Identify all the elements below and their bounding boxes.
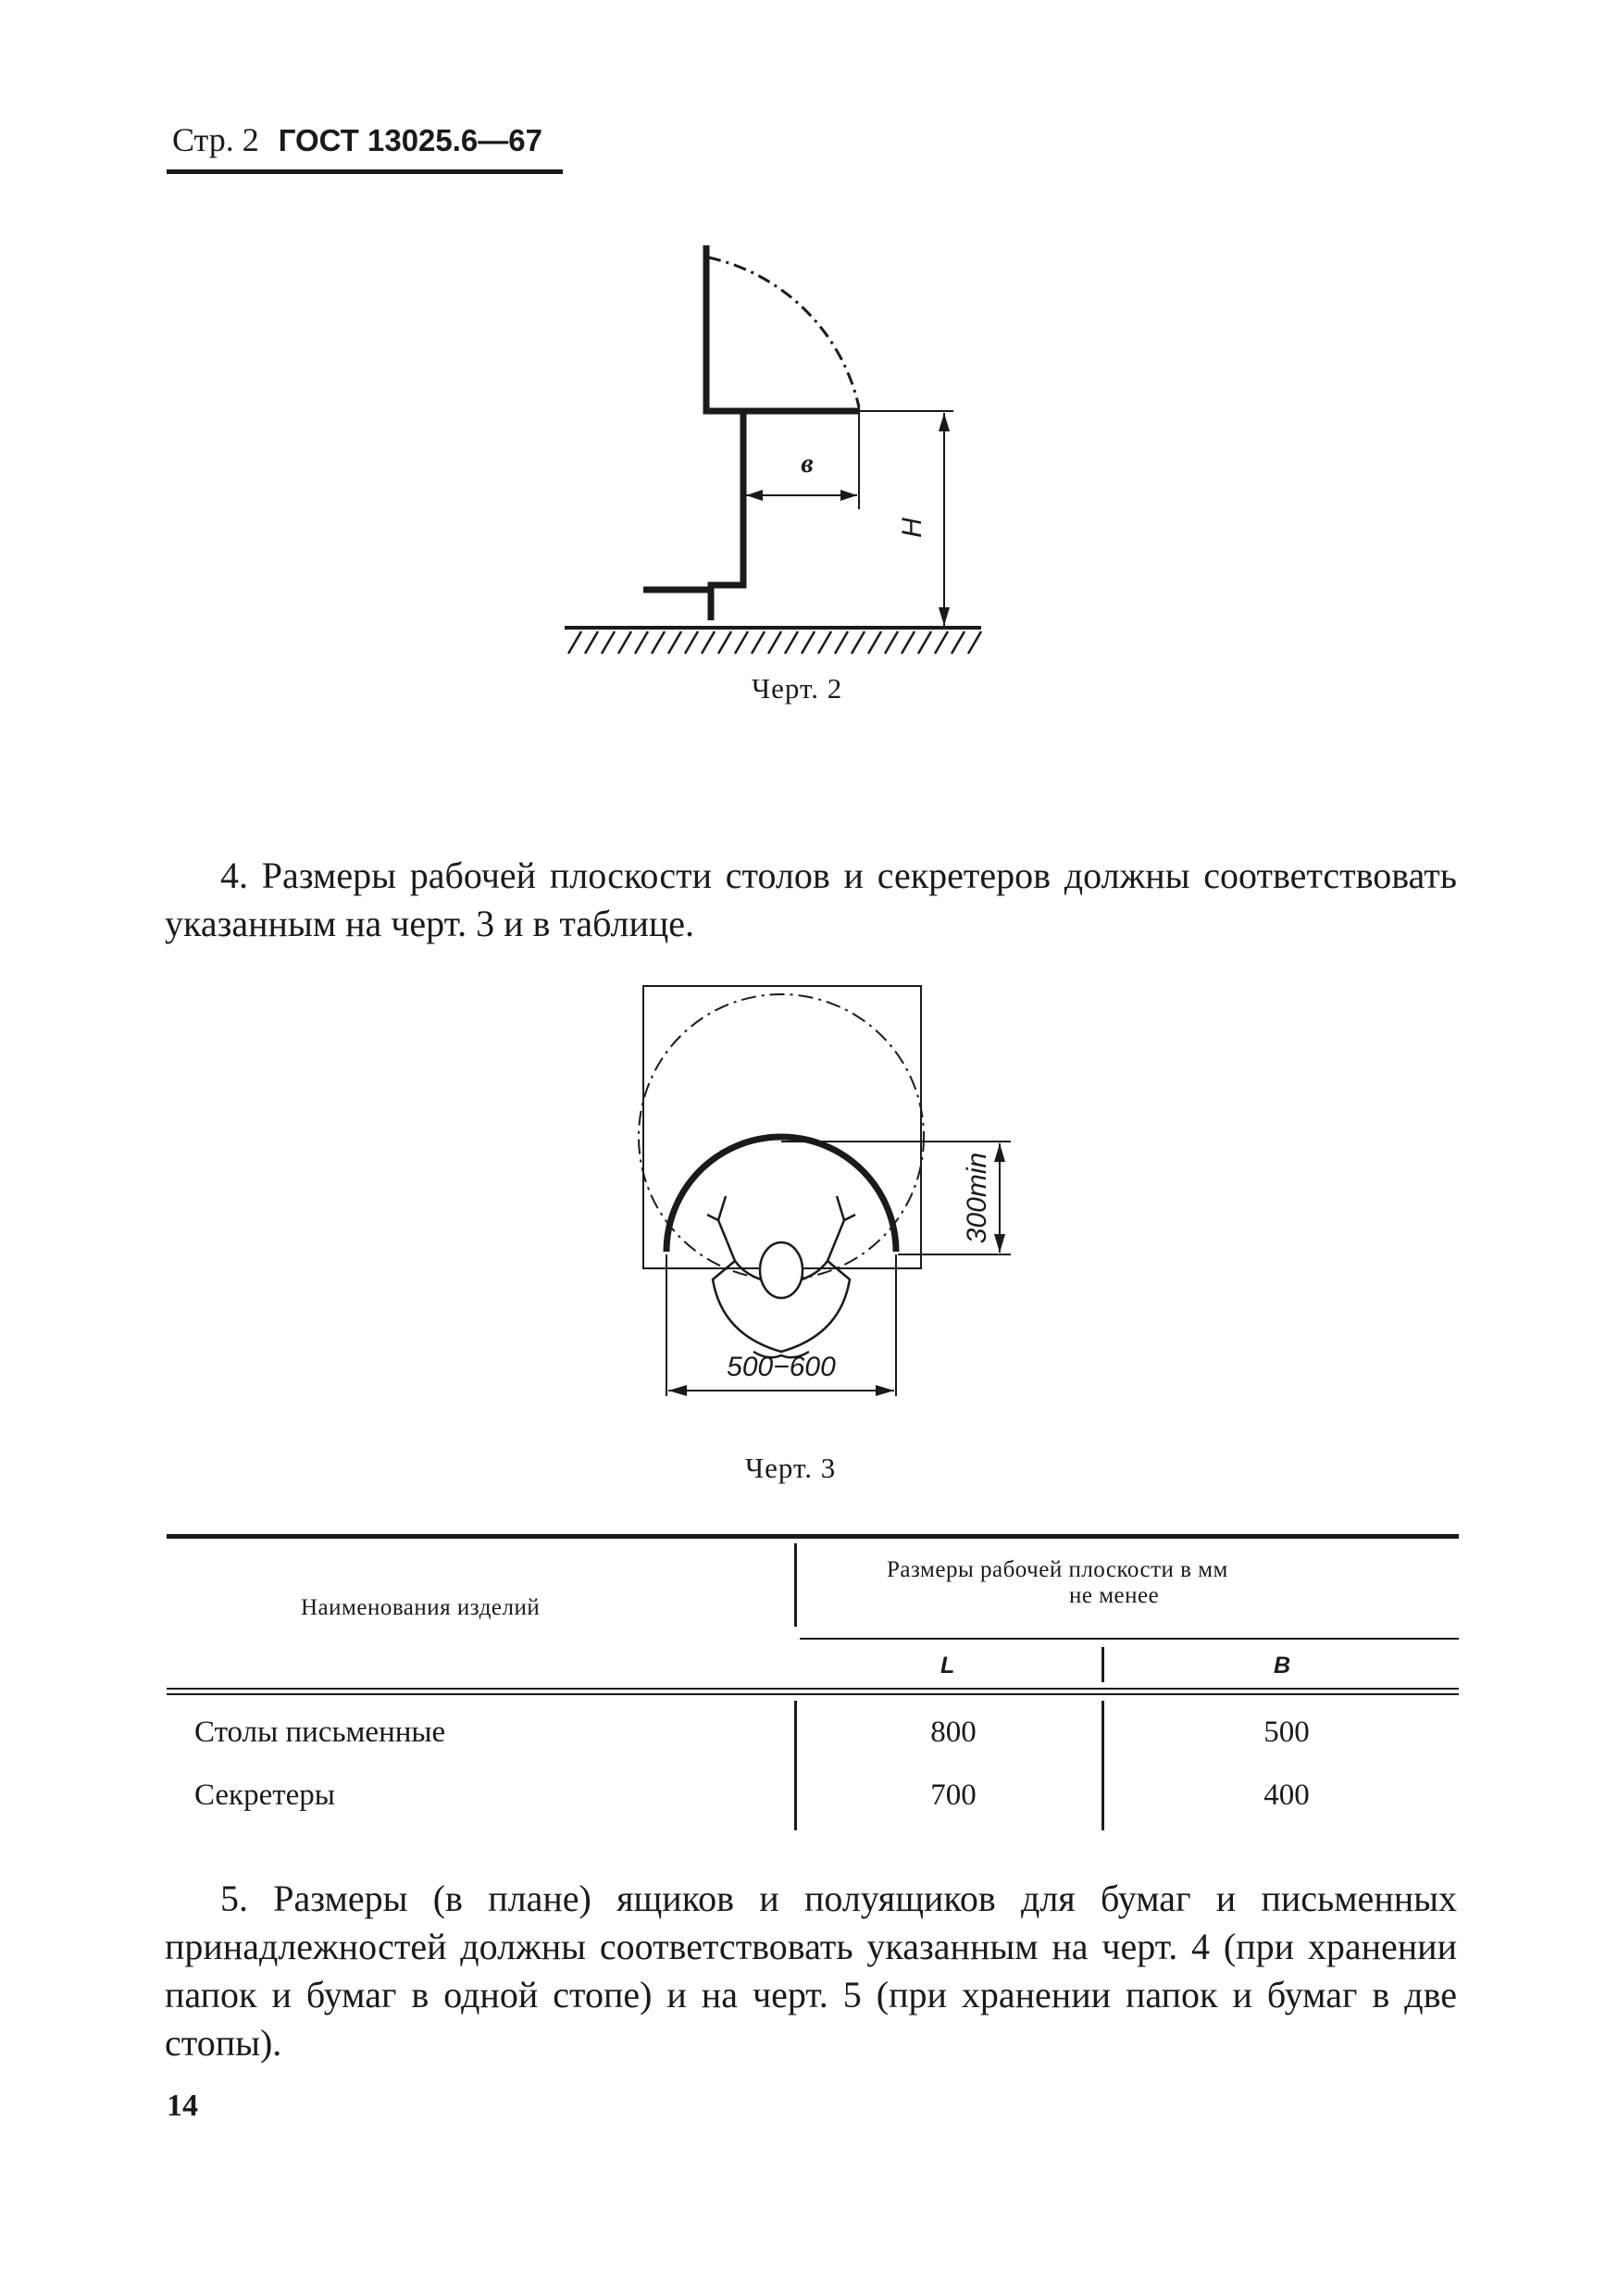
row-2-l: 700 bbox=[930, 1778, 977, 1812]
figure-2-drawing bbox=[546, 231, 1027, 676]
paragraph-5-text: 5. Размеры (в плане) ящиков и полуящиков для бумаг и письменных принадлежностей должны соответствовать указанным на черт. 4 (при хранении папок и бумаг в одной стопе) и на черт. 5 (при хранении папок и бумаг в две стопы). bbox=[165, 1878, 1457, 2064]
page-header bbox=[172, 120, 542, 159]
dimensions-table bbox=[167, 1534, 1459, 1840]
door-swing-arc bbox=[708, 257, 859, 407]
person-figure bbox=[707, 1196, 855, 1357]
dim-depth-label: 300min bbox=[962, 1152, 992, 1244]
dim-width-label: 500−600 bbox=[727, 1352, 836, 1382]
row-2-b: 400 bbox=[1263, 1778, 1310, 1812]
figure-2-caption: Черт. 2 bbox=[752, 672, 843, 705]
paragraph-5 bbox=[165, 1875, 1457, 2067]
page-label: Стр. 2 bbox=[172, 121, 259, 158]
table-outline bbox=[643, 986, 921, 1268]
header-underline bbox=[167, 169, 563, 174]
col-name-header: Наименования изделий bbox=[301, 1595, 541, 1620]
floor-hatching bbox=[568, 631, 981, 654]
col-b-header: B bbox=[1274, 1653, 1291, 1678]
standard-number: ГОСТ 13025.6—67 bbox=[278, 123, 542, 157]
col-l-header: L bbox=[940, 1653, 955, 1678]
cabinet-profile bbox=[706, 245, 743, 620]
paragraph-4 bbox=[165, 852, 1457, 948]
dim-b-label: в bbox=[801, 448, 814, 479]
paragraph-4-text: 4. Размеры рабочей плоскости столов и секретеров должны соответствовать указанным на черт. 3 и в таблице. bbox=[165, 855, 1457, 944]
dims-header-line1: Размеры рабочей плоскости в мм bbox=[887, 1557, 1228, 1582]
figure-3-caption: Черт. 3 bbox=[745, 1452, 837, 1484]
page-number: 14 bbox=[167, 2089, 198, 2123]
work-zone-arc bbox=[666, 1137, 896, 1252]
dims-header-line2: не менее bbox=[1069, 1583, 1160, 1608]
row-1-b: 500 bbox=[1263, 1716, 1310, 1749]
row-1-l: 800 bbox=[930, 1716, 977, 1749]
row-1-name: Столы письменные bbox=[194, 1716, 446, 1749]
figure-3-drawing bbox=[629, 972, 1055, 1416]
dim-h-label: H bbox=[897, 518, 927, 538]
row-2-name: Секретеры bbox=[194, 1778, 335, 1812]
